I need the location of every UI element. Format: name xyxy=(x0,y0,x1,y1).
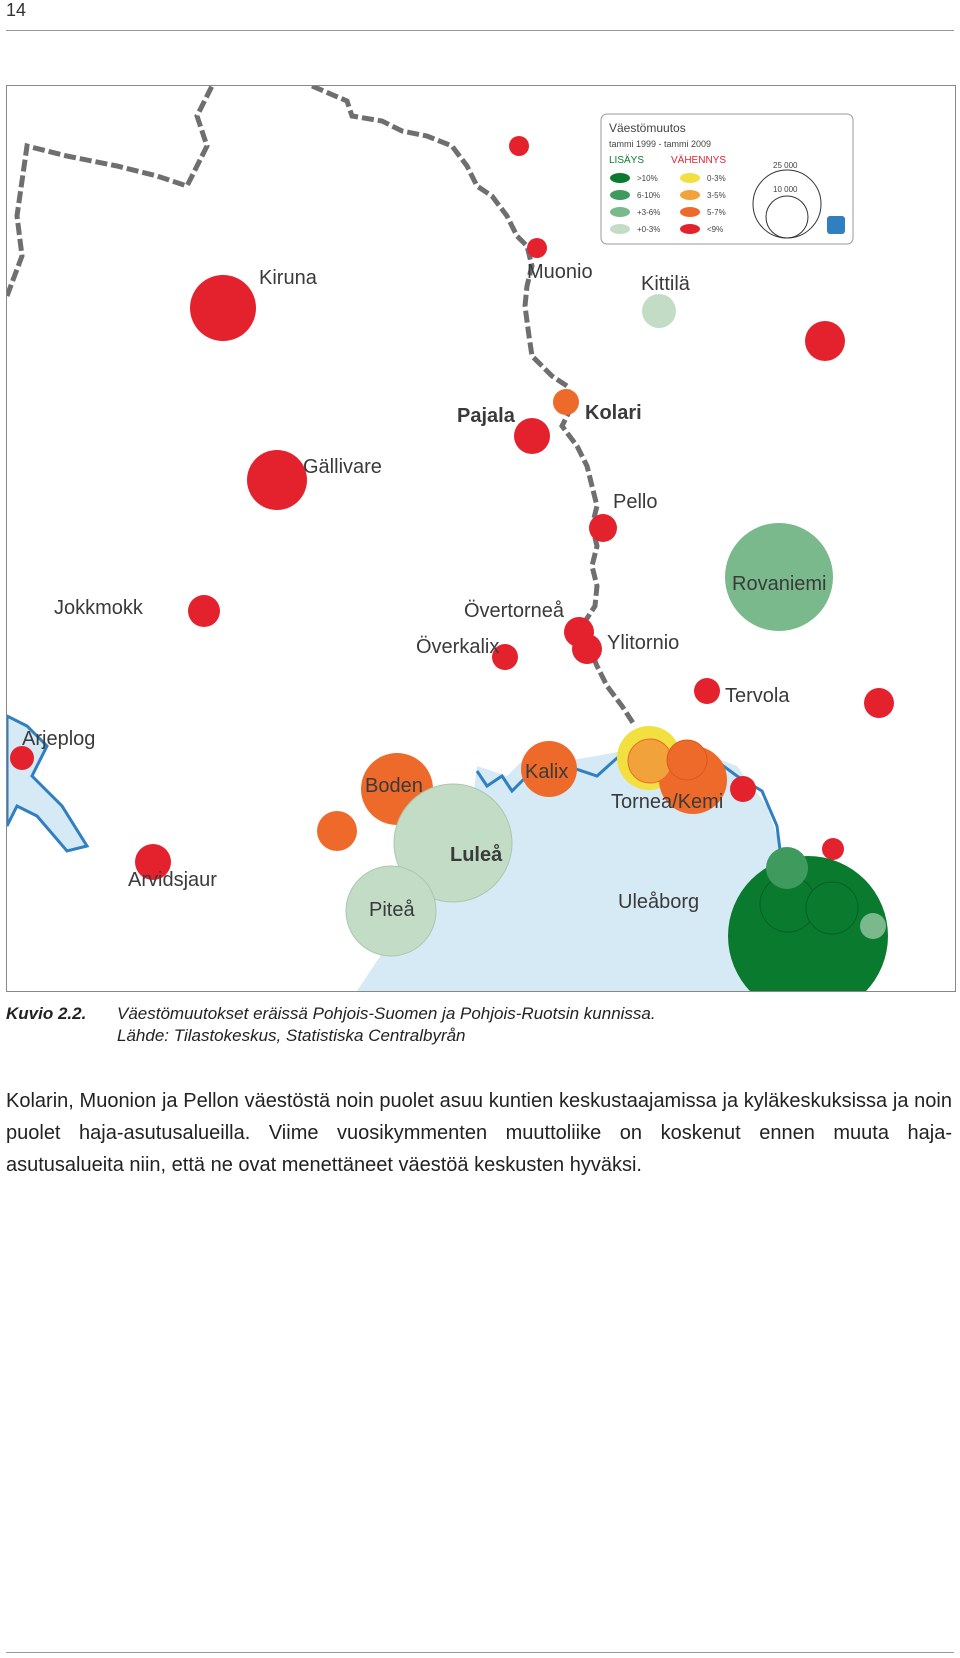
legend-period: tammi 1999 - tammi 2009 xyxy=(609,139,712,149)
caption-text: Väestömuutokset eräissä Pohjois-Suomen ja Pohjois-Ruotsin kunnissa. xyxy=(117,1004,656,1023)
footer-rule xyxy=(6,1652,954,1653)
place-label: Jokkmokk xyxy=(54,597,143,619)
place-label: Muonio xyxy=(527,261,593,283)
legend-decrease-heading: VÄHENNYS xyxy=(671,155,727,166)
municipality-circle xyxy=(730,776,756,802)
municipality-circle xyxy=(642,294,676,328)
legend-decrease-label: <9% xyxy=(707,225,724,234)
legend-increase-label: 6-10% xyxy=(637,191,661,200)
municipality-circle xyxy=(864,688,894,718)
place-label: Pello xyxy=(613,491,658,513)
municipality-circle xyxy=(860,913,886,939)
legend-size-10000: 10 000 xyxy=(773,185,798,194)
municipality-circle xyxy=(188,595,220,627)
municipality-circle xyxy=(805,321,845,361)
population-change-map xyxy=(6,85,956,992)
legend-decrease-label: 5-7% xyxy=(707,208,726,217)
body-paragraph: Kolarin, Muonion ja Pellon väestöstä noin puolet asuu kuntien keskustaajamissa ja kyläkeskuksissa ja noin puolet haja-asutusalueilla. Viime vuosikymmenten muuttoliike on koskenut ennen muuta haja-asutusalueita niin, että ne ovat menettäneet väestöä keskusten hyväksi. xyxy=(6,1090,952,1176)
legend-decrease-label: 3-5% xyxy=(707,191,726,200)
place-label: Kiruna xyxy=(259,267,317,289)
place-label: Tornea/Kemi xyxy=(611,791,724,813)
place-label: Kalix xyxy=(525,761,569,783)
municipality-circle xyxy=(514,418,550,454)
place-label: Boden xyxy=(365,775,423,797)
place-label: Kittilä xyxy=(641,273,690,295)
figure-caption xyxy=(6,1003,946,1047)
place-label: Arvidsjaur xyxy=(128,869,217,891)
municipality-circle xyxy=(317,811,357,851)
caption-label: Kuvio 2.2. xyxy=(6,1004,87,1023)
place-label: Gällivare xyxy=(303,456,382,478)
northern-border xyxy=(7,86,212,296)
municipality-circle xyxy=(667,740,707,780)
place-label: Uleåborg xyxy=(618,891,700,913)
place-label: Arjeplog xyxy=(22,728,96,750)
header-rule xyxy=(6,30,954,31)
logo-icon xyxy=(827,216,845,234)
place-label: Överkalix xyxy=(416,636,500,658)
legend-size-25000: 25 000 xyxy=(773,161,798,170)
place-label: Tervola xyxy=(725,685,790,707)
municipality-circle xyxy=(806,882,858,934)
place-label: Pajala xyxy=(457,405,515,427)
municipality-circle xyxy=(694,678,720,704)
place-label: Övertorneå xyxy=(464,600,565,622)
place-label: Piteå xyxy=(369,899,415,921)
legend-increase-label: >10% xyxy=(637,174,658,183)
municipality-circle xyxy=(572,634,602,664)
municipality-circle xyxy=(553,389,579,415)
legend-increase-heading: LISÄYS xyxy=(609,155,645,166)
legend-decrease-label: 0-3% xyxy=(707,174,726,183)
caption-source: Lähde: Tilastokeskus, Statistiska Centralbyrån xyxy=(117,1026,466,1045)
place-label: Luleå xyxy=(450,844,503,866)
municipality-circle xyxy=(628,739,672,783)
page-number: 14 xyxy=(6,0,27,20)
municipality-circle xyxy=(247,450,307,510)
municipality-circle xyxy=(766,847,808,889)
municipality-circle xyxy=(822,838,844,860)
municipality-circle xyxy=(527,238,547,258)
place-label: Kolari xyxy=(585,402,642,424)
legend-increase-label: +0-3% xyxy=(637,225,661,234)
place-label: Rovaniemi xyxy=(732,573,827,595)
legend-title: Väestömuutos xyxy=(609,121,686,135)
municipality-circle xyxy=(190,275,256,341)
map-legend xyxy=(601,114,853,244)
municipality-circle xyxy=(589,514,617,542)
legend-increase-label: +3-6% xyxy=(637,208,661,217)
place-label: Ylitornio xyxy=(607,632,680,654)
municipality-circle xyxy=(509,136,529,156)
